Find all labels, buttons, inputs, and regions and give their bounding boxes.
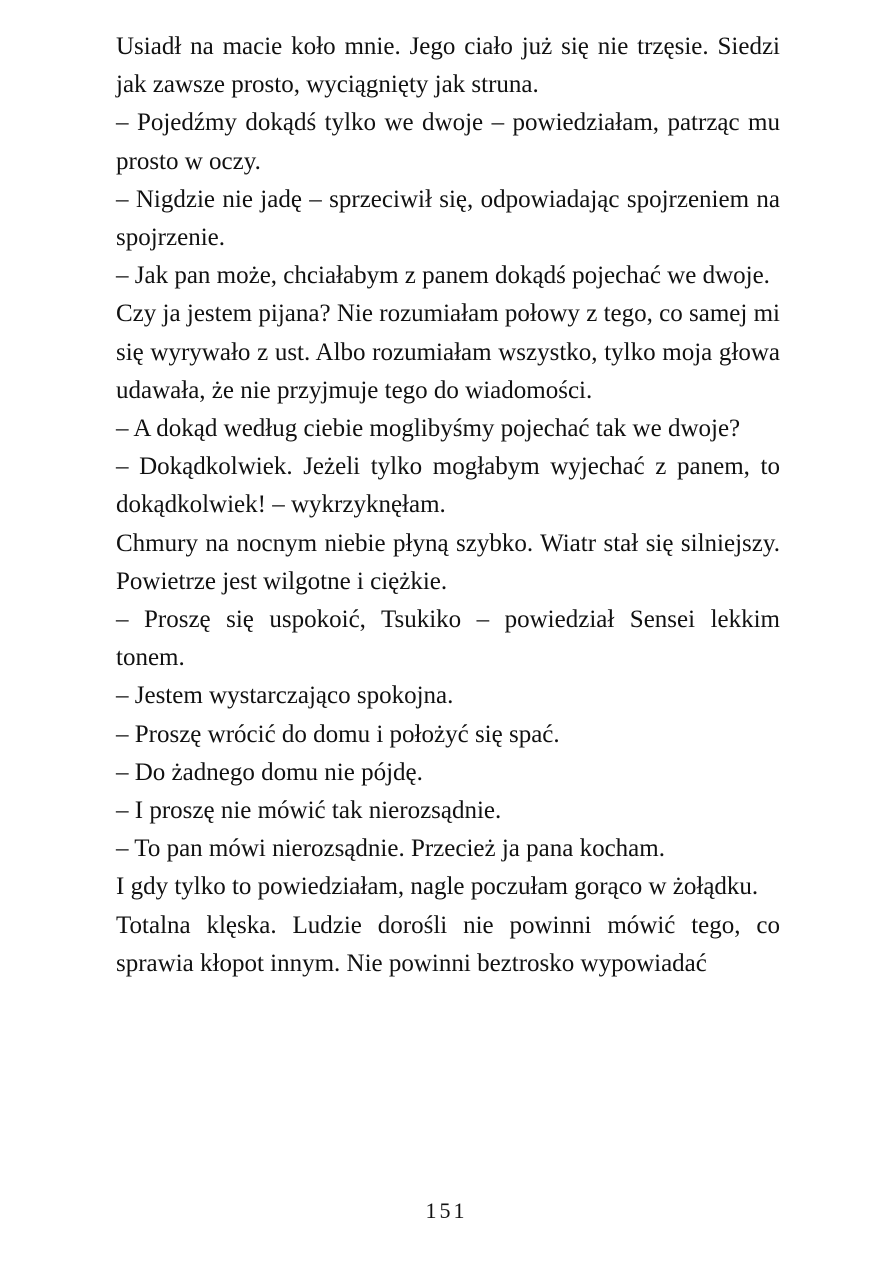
paragraph-4: – Jak pan może, chciałabym z panem dokądś pojechać we dwoje. (116, 262, 770, 290)
body-text (116, 28, 780, 983)
paragraph-10: – Jestem wystarczająco spokojna. (116, 682, 454, 710)
paragraph-12: – Do żadnego domu nie pójdę. (116, 758, 423, 786)
paragraph-11: – Proszę wrócić do domu i położyć się spać. (116, 720, 560, 748)
paragraph-14: – To pan mówi nierozsądnie. Przecież ja pana kocham. (116, 835, 665, 863)
paragraph-2: – Pojedźmy dokądś tylko we dwoje – powiedziałam, patrząc mu prosto w oczy. (116, 109, 780, 175)
paragraph-5: Czy ja jestem pijana? Nie rozumiałam połowy z tego, co samej mi się wyrywało z ust. Albo rozumiałam wszystko, tylko moja głowa udawała, że nie przyjmuje tego do wiadomości. (116, 300, 780, 404)
paragraph-6: – A dokąd według ciebie moglibyśmy pojechać tak we dwoje? (116, 415, 741, 443)
page-number: 151 (425, 1198, 468, 1223)
paragraph-9: – Proszę się uspokoić, Tsukiko – powiedział Sensei lekkim tonem. (116, 606, 780, 672)
paragraph-7: – Dokądkolwiek. Jeżeli tylko mogłabym wyjechać z panem, to dokądkolwiek! – wykrzyknęłam. (116, 453, 780, 519)
paragraph-13: – I proszę nie mówić tak nierozsądnie. (116, 797, 502, 825)
paragraph-16: Totalna klęska. Ludzie dorośli nie powinni mówić tego, co sprawia kłopot innym. Nie powinni beztrosko wypowiadać (116, 911, 780, 977)
paragraph-15: I gdy tylko to powiedziałam, nagle poczułam gorąco w żołądku. (116, 873, 759, 901)
paragraph-1: Usiadł na macie koło mnie. Jego ciało już się nie trzęsie. Siedzi jak zawsze prosto, wyciągnięty jak struna. (116, 33, 780, 99)
paragraph-3: – Nigdzie nie jadę – sprzeciwił się, odpowiadając spojrzeniem na spojrzenie. (116, 185, 780, 252)
paragraph-8: Chmury na nocnym niebie płyną szybko. Wiatr stał się silniejszy. Powietrze jest wilgotne i ciężkie. (116, 529, 780, 595)
